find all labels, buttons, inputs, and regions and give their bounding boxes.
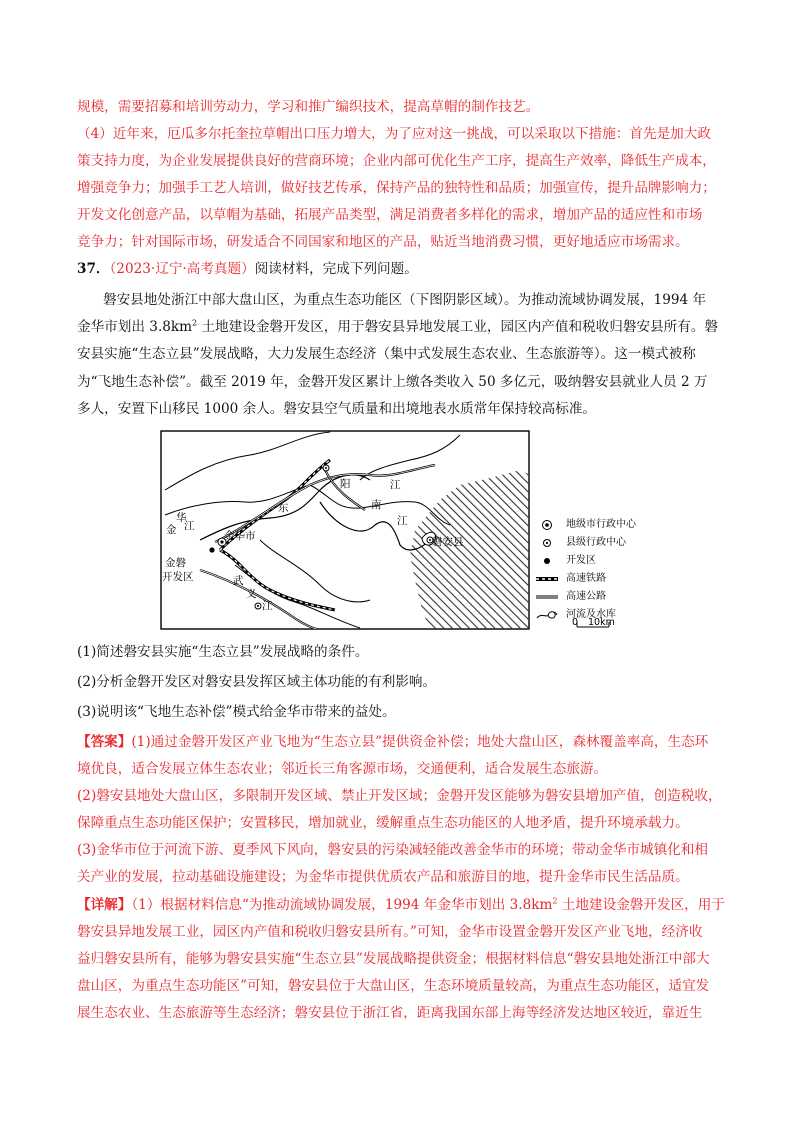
detail-tag: 【详解】 <box>77 897 132 913</box>
answer-line: 境优良，适合发展立体生态农业；邻近长三角客源市场，交通便利，适合发展生态旅游。 <box>77 761 608 777</box>
map-figure <box>160 430 530 630</box>
map-label: 金 <box>166 524 177 536</box>
question-prompt: 阅读材料，完成下列问题。 <box>254 261 418 277</box>
prev-answer-line: 规模，需要招募和培训劳动力，学习和推广编织技术，提高草帽的制作技艺。 <box>77 99 540 115</box>
question-source: （2023·辽宁·高考真题） <box>109 261 255 277</box>
development-zone-marker <box>209 547 214 552</box>
material-line: 多人，安置下山移民 1000 余人。磐安县空气质量和出境地表水质常年保持较高标准。 <box>77 401 597 417</box>
prev-answer-line: 开发文化创意产品，以草帽为基础，拓展产品类型，满足消费者多样化的需求，增加产品的适应性和市场 <box>77 207 703 223</box>
map-label: 东 <box>278 502 289 514</box>
prev-answer-line: 增强竞争力；加强手工艺人培训，做好技艺传承，保持产品的独特性和品质；加强宣传，提升品牌影响力； <box>77 180 716 196</box>
detail-line: 【详解】（1）根据材料信息“为推动流域协调发展，1994 年金华市划出 $3.8km^2$ 土地建设金磐开发区，用于 <box>77 896 725 913</box>
answer-line: (2)磐安县地处大盘山区，多限制开发区域、禁止开发区域；金磐开发区能够为磐安县增加产值，创造税收， <box>77 788 722 804</box>
answer-tag: 【答案】 <box>77 734 132 750</box>
detail-line: 盘山区，为重点生态功能区”可知，磐安县位于大盘山区，生态环境质量较高，为重点生态功能区，适宜发 <box>77 978 710 994</box>
map-label: 南 <box>371 499 382 511</box>
development-zone-icon <box>536 555 558 567</box>
answer-line: 保障重点生态功能区保护；安置移民，增加就业，缓解重点生态功能区的人地矛盾，提升环境承载力。 <box>77 815 689 831</box>
map-legend: 地级市行政中心 县级行政中心 开发区 高速铁路 高速公路 河流及水库 <box>530 512 690 632</box>
map-label: 华 <box>176 512 187 524</box>
answer-line: 关产业的发展，拉动基础设施建设；为金华市提供优质农产品和旅游目的地，提升金华市民生活品质。 <box>77 869 689 885</box>
detail-line: 益归磐安县所有，能够为磐安县实施“生态立县”发展战略提供资金；根据材料信息“磐安县地处浙江中部大 <box>77 951 710 967</box>
high-speed-rail-icon <box>536 573 558 585</box>
prefecture-city-icon <box>536 519 558 531</box>
map-label: 江 <box>184 520 195 532</box>
answer-line: (3)金华市位于河流下游、夏季风下风向，磐安县的污染减轻能改善金华市的环境；带动金华市城镇化和相 <box>77 842 708 858</box>
prev-answer-line: （4）近年来，厄瓜多尔托奎拉草帽出口压力增大，为了应对这一挑战，可以采取以下措施：首先是加大政 <box>77 126 711 142</box>
expressway-icon <box>536 591 558 603</box>
material-line: 金华市划出 $3.8km^2$ 土地建设金磐开发区，用于磐安县异地发展工业，园区内产值和税收归磐安县所有。磐 <box>77 318 719 335</box>
county-center-icon <box>536 537 558 549</box>
prev-answer-line: 竞争力；针对国际市场，研发适合不同国家和地区的产品，贴近当地消费习惯，更好地适应市场需求。 <box>77 234 689 250</box>
detail-line: 展生态农业、生态旅游等生态经济；磐安县位于浙江省，距离我国东部上海等经济发达地区较近，靠近生 <box>77 1005 703 1021</box>
map-label: 义 <box>246 588 257 600</box>
map-label: 阳 <box>340 478 351 490</box>
map-label-panan: 磐安县 <box>432 536 464 548</box>
answer-line: 【答案】(1)通过金磐开发区产业飞地为“生态立县”提供资金补偿；地处大盘山区，森林覆盖率高，生态环 <box>77 734 709 750</box>
sub-question: (3)说明该“飞地生态补偿”模式给金华市带来的益处。 <box>77 704 396 720</box>
scale-zero: 0 <box>572 617 579 628</box>
map-label-zone: 开发区 <box>162 571 194 583</box>
map-label-jinhua-city: 金华市 <box>224 530 256 542</box>
material-line: 为“飞地生态补偿”。截至 2019 年，金磐开发区累计上缴各类收入 50 多亿元，吸纳磐安县就业人员 2 万 <box>77 374 708 390</box>
question-heading <box>77 259 418 279</box>
map-label: 江 <box>262 600 273 612</box>
material-line: 磐安县地处浙江中部大盘山区，为重点生态功能区（下图阴影区域）。为推动流域协调发展，1994 年 <box>103 292 707 308</box>
sub-question: (1)简述磐安县实施“生态立县”发展战略的条件。 <box>77 644 369 660</box>
river-reservoir-icon <box>536 609 558 621</box>
sub-question: (2)分析金磐开发区对磐安县发挥区域主体功能的有利影响。 <box>77 674 437 690</box>
question-number: 37． <box>77 261 110 277</box>
map-label: 江 <box>390 479 401 491</box>
scale-end: 10km <box>588 617 615 628</box>
map-label: 武 <box>233 575 244 587</box>
detail-line: 磐安县异地发展工业，园区内产值和税收归磐安县所有。”可知，金华市设置金磐开发区产业飞地，经济收 <box>77 924 703 940</box>
material-line: 安县实施“生态立县”发展战略，大力发展生态经济（集中式发展生态农业、生态旅游等）。这一模式被称 <box>77 346 696 362</box>
map-label-zone: 金磐 <box>165 557 186 569</box>
map-label: 江 <box>397 515 408 527</box>
prev-answer-line: 策支持力度，为企业发展提供良好的营商环境；企业内部可优化生产工序，提高生产效率，降低生产成本， <box>77 153 716 169</box>
